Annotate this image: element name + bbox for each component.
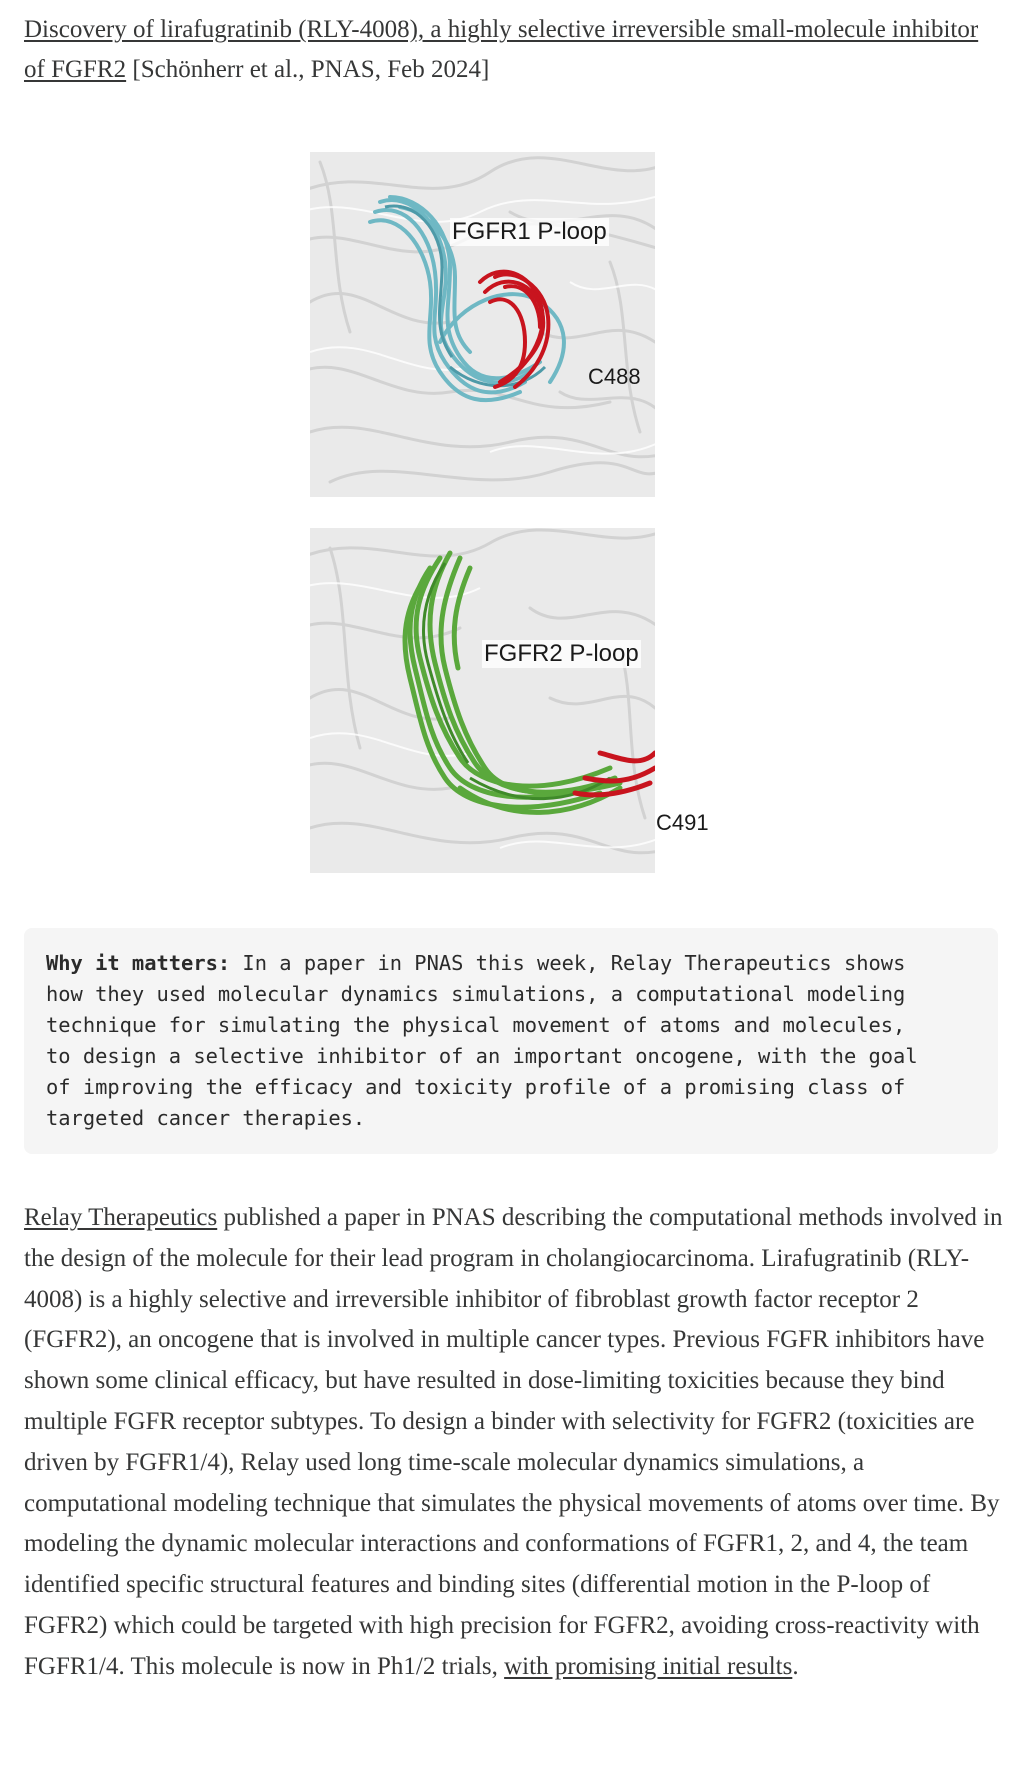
c488-label: C488 [588, 364, 641, 389]
article [24, 0, 1004, 90]
promising-results-link[interactable]: with promising initial results [504, 1652, 793, 1680]
callout-text: In a paper in PNAS this week, Relay Therapeutics shows how they used molecular dynamics simulations, a computational modeling technique for simulating the physical movement of atoms and molecules, to design a selective inhibitor of an important oncogene, with the goal of improving the efficacy and toxicity profile of a promising class of targeted cancer therapies. [46, 951, 918, 1130]
citation [24, 0, 1004, 90]
relay-therapeutics-link[interactable]: Relay Therapeutics [24, 1204, 218, 1231]
paragraph-text: published a paper in PNAS describing the computational methods involved in the design of the molecule for their lead program in cholangiocarcinoma. Lirafugratinib (RLY-4008) is a highly selective and irreversible inhibitor of fibroblast growth factor receptor 2 (FGFR2), an oncogene that is involved in multiple cancer types. Previous FGFR inhibitors have shown some clinical efficacy, but have resulted in dose-limiting toxicities because they bind multiple FGFR receptor subtypes. To design a binder with selectivity for FGFR2 (toxicities are driven by FGFR1/4), Relay used long time-scale molecular dynamics simulations, a computational modeling technique that simulates the physical movements of atoms over time. By modeling the dynamic molecular interactions and conformations of FGFR1, 2, and 4, the team identified specific structural features and binding sites (differential motion in the P-loop of FGFR2) which could be targeted with high precision for FGFR2, avoiding cross-reactivity with FGFR1/4. This molecule is now in Ph1/2 trials, [24, 1204, 1003, 1680]
c491-label: C491 [656, 810, 709, 835]
fgfr1-structure-image [310, 152, 655, 497]
citation-source: [Schönherr et al., PNAS, Feb 2024] [126, 56, 490, 83]
fgfr2-structure-image [310, 528, 655, 873]
callout-heading: Why it matters: [46, 951, 231, 975]
fgfr1-ploop-figure [310, 152, 655, 497]
paragraph-end: . [792, 1652, 799, 1680]
fgfr1-ploop-label: FGFR1 P-loop [452, 218, 607, 245]
fgfr2-ploop-label: FGFR2 P-loop [484, 640, 639, 667]
why-it-matters-callout [24, 928, 998, 1154]
citation-link[interactable]: Discovery of lirafugratinib (RLY-4008), a highly selective irreversible small-molecule inhibitor of FGFR2 [24, 16, 979, 83]
fgfr2-ploop-figure [310, 528, 655, 873]
article-paragraph [24, 1198, 1004, 1688]
